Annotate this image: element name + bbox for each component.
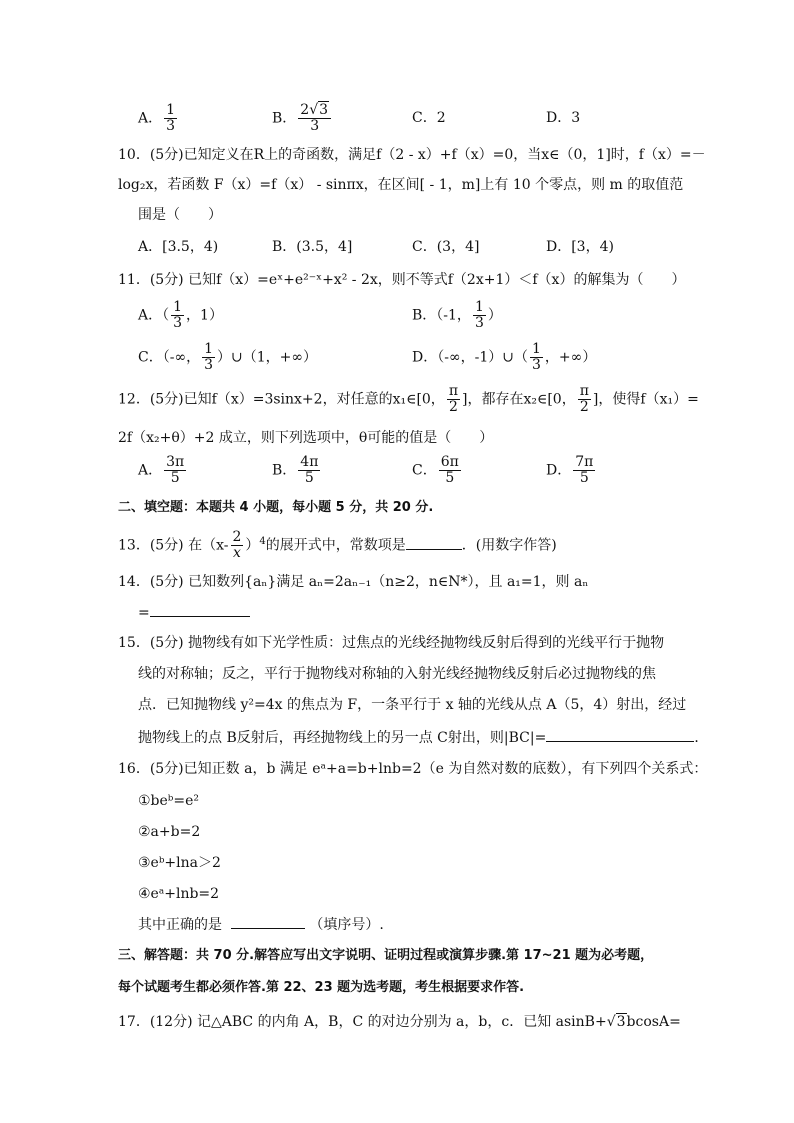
radicand: 3 [319, 102, 329, 118]
option-prefix: A．（ [138, 307, 170, 324]
q17-text: 17．(12分) 记△ABC 的内角 A，B，C 的对边分别为 a，b，c．已知 asinB+ [118, 1014, 607, 1030]
section-2-heading: 二、填空题：本题共 4 小题，每小题 5 分，共 20 分. [118, 500, 434, 515]
denominator: 3 [173, 315, 183, 331]
q15-line4 [138, 727, 708, 748]
q14-line1: 14．(5分) 已知数列{aₙ}满足 aₙ=2aₙ₋₁（n≥2，n∈N*），且 a₁=1，则 aₙ [118, 574, 589, 590]
numerator: 7π [575, 454, 594, 470]
numerator: 2√3 [298, 103, 331, 119]
option-suffix: ） [487, 307, 502, 324]
q15-line2: 线的对称轴；反之，平行于抛物线对称轴的入射光线经抛物线反射后必过抛物线的焦 [138, 666, 656, 682]
q14-text: = [138, 605, 150, 621]
q11-option-c [138, 342, 317, 373]
option-label: C． [412, 462, 437, 479]
q12-option-a [138, 455, 188, 486]
q13-text: 的展开式中，常数项是 [265, 537, 406, 554]
q10-option-c: C．(3，4] [412, 239, 480, 255]
q13-text: 13．(5分) 在 [118, 537, 203, 554]
numerator: 4π [300, 454, 319, 470]
option-prefix: C．（-∞， [138, 349, 201, 366]
q16-ask [138, 914, 384, 935]
q15-line1: 15．(5分) 抛物线有如下光学性质：过焦点的光线经抛物线反射后得到的光线平行于抛物 [118, 635, 665, 651]
numerator: 1 [532, 341, 541, 357]
option-label: B． [272, 462, 297, 479]
q15-text: 抛物线上的点 B反射后，再经抛物线上的另一点 C射出，则|BC|= [138, 730, 547, 746]
denominator: 2 [448, 399, 458, 415]
q14-line2 [138, 602, 250, 623]
q15-line3: 点．已知抛物线 y²=4x 的焦点为 F，一条平行于 x 轴的光线从点 A（5，4）射出，经过 [138, 697, 687, 713]
fraction [578, 384, 591, 415]
q9-option-a [138, 103, 179, 134]
q16-item-4: ④eᵃ+lnb=2 [138, 886, 220, 902]
q10-option-a: A．[3.5，4) [138, 239, 219, 255]
fraction [473, 300, 486, 331]
denominator: 5 [170, 470, 180, 486]
q13-line [118, 530, 557, 561]
q13-text: （x- [202, 537, 229, 554]
section-3-heading-line2: 每个试题考生都必须作答.第 22、23 题为选考题，考生根据要求作答. [118, 980, 525, 995]
denominator: 3 [310, 118, 320, 134]
q13-answer-blank[interactable] [406, 535, 462, 550]
denominator: 5 [579, 470, 589, 486]
q17-text: bcosA= [626, 1014, 681, 1030]
denominator: 5 [445, 470, 455, 486]
denominator: 3 [474, 315, 484, 331]
fraction [298, 103, 331, 134]
numerator: π [448, 383, 459, 399]
coef: 2 [300, 102, 310, 118]
q13-text: ．(用数字作答) [461, 537, 557, 554]
q16-item-1: ①beᵇ=e² [138, 793, 200, 809]
q16-stem: 16．(5分)已知正数 a，b 满足 eᵃ+a=b+lnb=2（e 为自然对数的底数），有下列四个关系式： [118, 761, 708, 777]
denominator: 3 [532, 357, 541, 373]
q10-line1: 10．(5分)已知定义在R上的奇函数，满足f（2 - x）+f（x）=0，当x∈（0，1]时，f（x）=－ [118, 147, 706, 163]
q15-text: ． [694, 730, 709, 746]
q12-text: ]，都存在x₂∈[0， [462, 391, 576, 408]
option-label: D． [546, 462, 572, 479]
fraction [298, 455, 320, 486]
q16-text: 其中正确的是 [138, 917, 222, 933]
denominator: 5 [304, 470, 314, 486]
section-3-heading-line1: 三、解答题：共 70 分.解答应写出文字说明、证明过程或演算步骤.第 17~21 题为必考题， [118, 948, 654, 963]
option-prefix: D．（-∞，-1）∪（ [412, 349, 528, 366]
q12-option-c [412, 455, 463, 486]
q16-text: （填序号）. [309, 917, 384, 933]
option-label: A． [138, 462, 163, 479]
denominator: x [233, 545, 241, 561]
q16-item-2: ②a+b=2 [138, 824, 201, 840]
numerator: 1 [204, 341, 214, 357]
q11-stem: 11．(5分) 已知f（x）=eˣ+e²⁻ˣ+x² - 2x，则不等式f（2x+1）＜f（x）的解集为（ ） [118, 272, 686, 288]
option-suffix: ，+∞） [544, 349, 597, 366]
q11-option-a [138, 300, 223, 331]
q12-line1 [118, 384, 699, 415]
q10-line3: 围是（ ） [138, 207, 222, 223]
fraction [164, 103, 177, 134]
q12-option-b [272, 455, 322, 486]
radicand: 3 [616, 1014, 626, 1030]
exponent: 4 [259, 535, 266, 547]
q12-text: ]，使得f（x₁）= [592, 391, 699, 408]
q13-text: ） [245, 537, 260, 554]
option-prefix: B．（-1， [412, 307, 471, 324]
numerator: π [579, 383, 589, 399]
q16-item-3: ③eᵇ+lna＞2 [138, 855, 221, 871]
option-suffix: ，1） [186, 307, 223, 324]
numerator: 1 [173, 299, 183, 315]
q16-answer-blank[interactable] [231, 914, 305, 929]
fraction [231, 530, 244, 561]
q9-option-b [272, 103, 333, 134]
option-suffix: ）∪（1，+∞） [217, 349, 318, 366]
q15-answer-blank[interactable] [546, 727, 694, 742]
numerator: 6π [440, 454, 459, 470]
numerator: 1 [474, 299, 484, 315]
q11-option-d [412, 342, 596, 373]
fraction [164, 455, 186, 486]
q9-option-c: C．2 [412, 110, 446, 126]
q11-option-b [412, 300, 502, 331]
q10-option-d: D．[3，4) [546, 239, 614, 255]
fraction [447, 384, 460, 415]
denominator: 3 [204, 357, 214, 373]
option-label: A． [138, 110, 163, 127]
fraction [439, 455, 461, 486]
option-label: B． [272, 110, 297, 127]
q17-line1: 17．(12分) 记△ABC 的内角 A，B，C 的对边分别为 a，b，c．已知 asinB+√3bcosA= [118, 1014, 681, 1030]
fraction [171, 300, 184, 331]
numerator: 3π [166, 454, 185, 470]
q14-answer-blank[interactable] [150, 602, 250, 617]
q10-option-b: B．(3.5，4] [272, 239, 353, 255]
q10-line2: log₂x，若函数 F（x）=f（x） - sinπx，在区间[ - 1，m]上有 10 个零点，则 m 的取值范 [118, 177, 684, 193]
q12-text: 12．(5分)已知f（x）=3sinx+2，对任意的x₁∈[0， [118, 391, 445, 408]
denominator: 3 [166, 118, 176, 134]
numerator: 1 [166, 102, 176, 118]
fraction [530, 342, 543, 373]
q12-option-d [546, 455, 597, 486]
q9-option-d: D．3 [546, 110, 581, 126]
denominator: 2 [579, 399, 589, 415]
q12-line2: 2f（x₂+θ）+2 成立，则下列选项中，θ可能的值是（ ） [118, 430, 494, 446]
numerator: 2 [232, 529, 242, 545]
fraction [573, 455, 595, 486]
fraction [202, 342, 215, 373]
